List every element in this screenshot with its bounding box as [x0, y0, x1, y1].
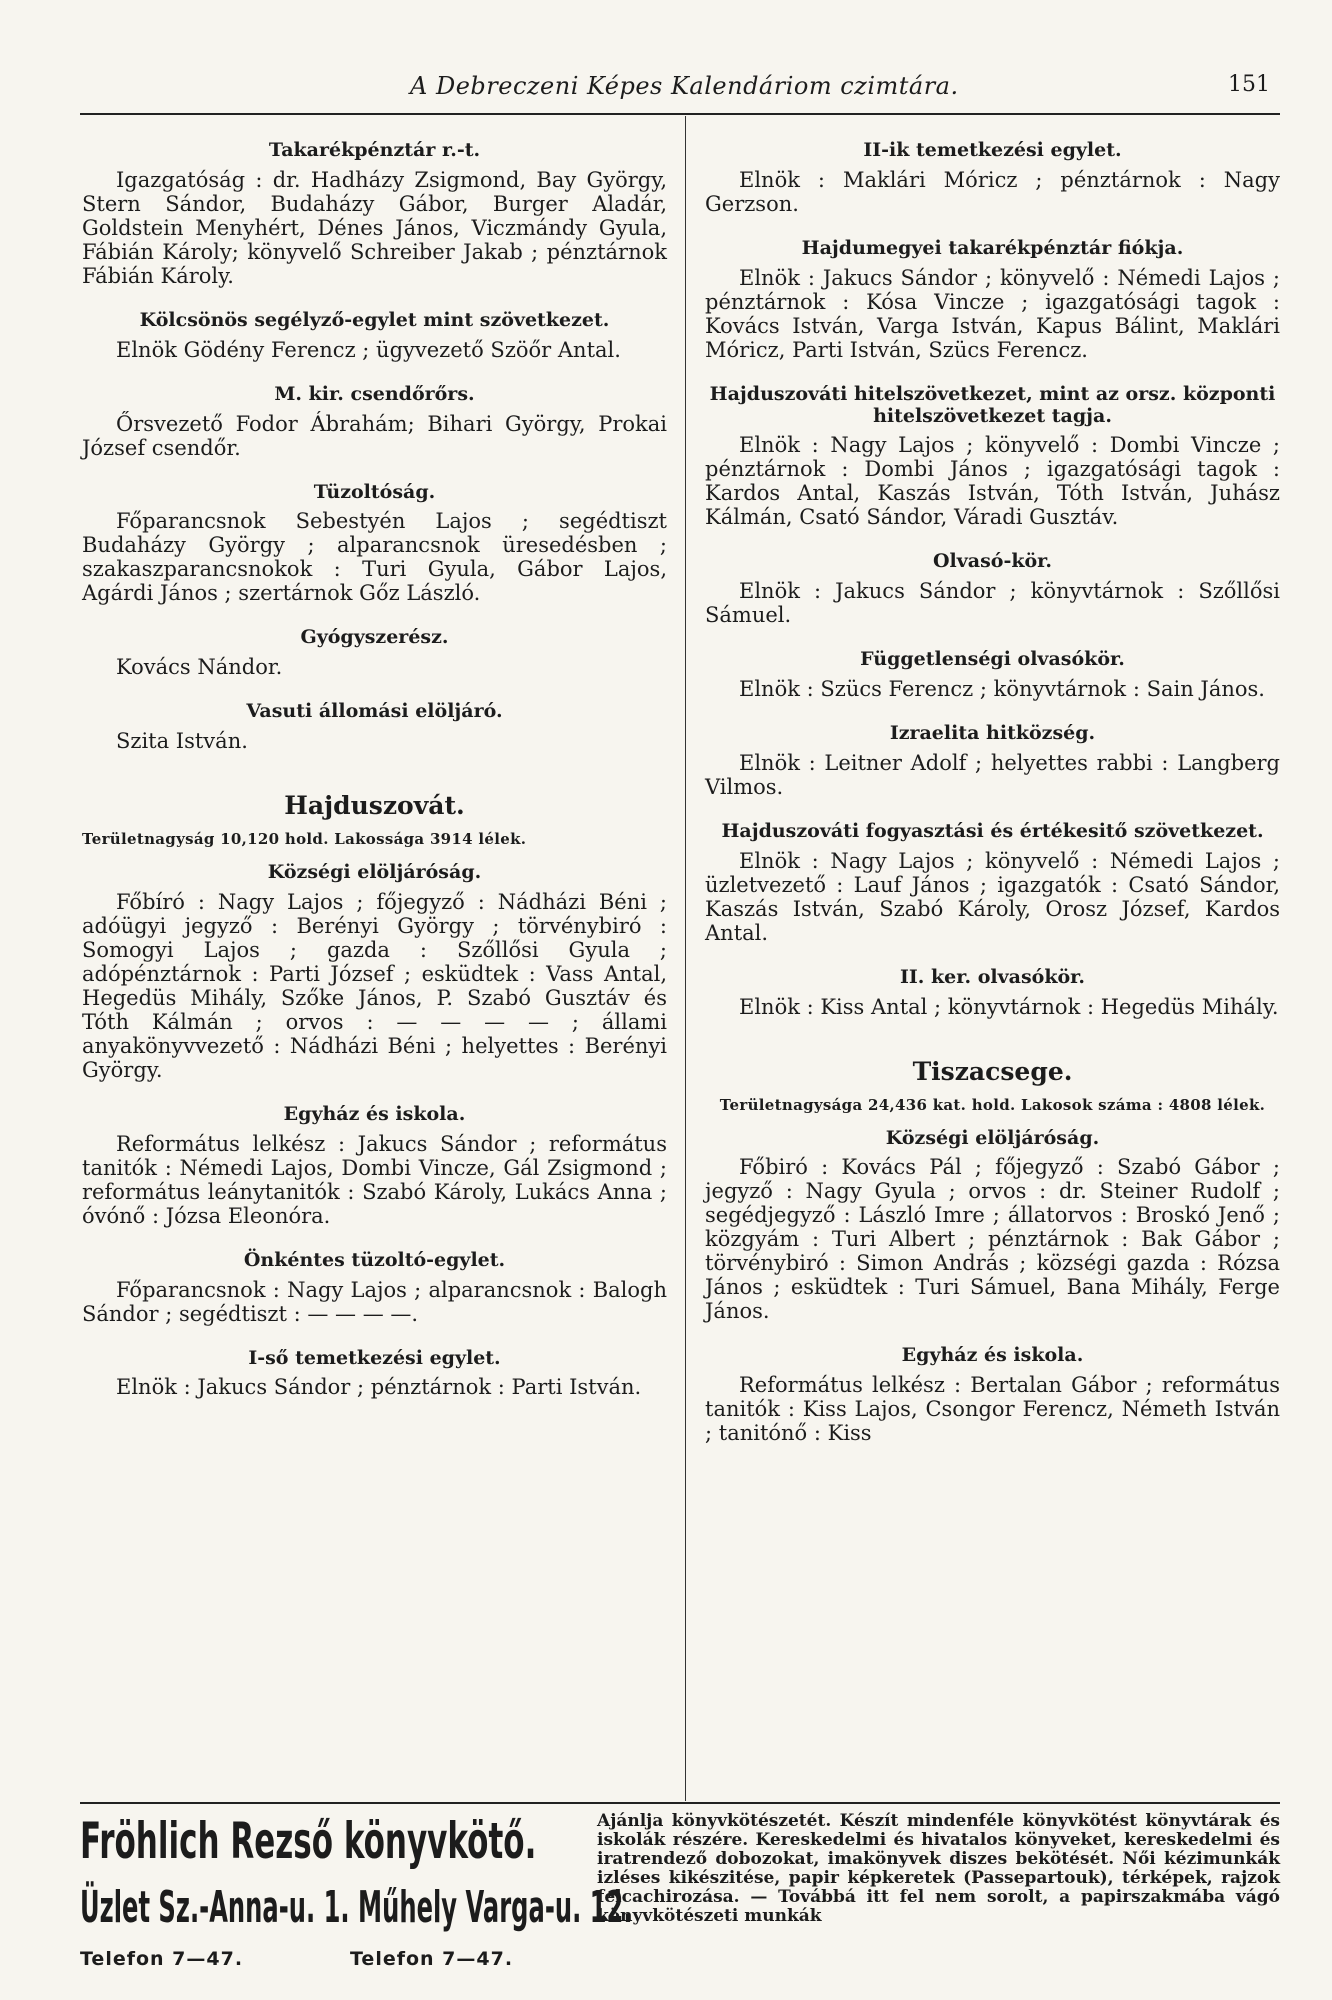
section-text: Főparancsnok Sebestyén Lajos ; segédtiszt Budaházy György ; alparancsnok üresedésben ; szakaszparancsnokok : Turi Gyula, Gábor Lajos, Agárdi János ; szertárnok Gőz László. [82, 509, 667, 606]
section-title: II. ker. olvasókör. [899, 965, 1086, 988]
ad-address: Üzlet Sz.-Anna-u. 1. Műhely Varga-u. 12. [80, 1882, 633, 1933]
footer-rule [80, 1802, 1280, 1804]
section-text: Elnök Gödény Ferencz ; ügyvezető Szöőr Antal. [116, 337, 621, 362]
section-text: Elnök : Kiss Antal ; könyvtárnok : Hegedüs Mihály. [739, 994, 1279, 1019]
section-title: Izraelita hitközség. [889, 722, 1096, 745]
section-text: Református lelkész : Jakucs Sándor ; református tanitók : Némedi Lajos, Dombi Vincze, Gál Zsigmond ; református leánytanitók : Szabó Károly, Lukács Anna ; óvónő : Józsa Eleonóra. [82, 1131, 667, 1228]
section-title: Takarékpénztár r.-t. [268, 139, 481, 161]
section-text: Főbíró : Nagy Lajos ; főjegyző : Nádházi Béni ; adóügyi jegyző : Berényi György ; törvénybiró : Somogyi Lajos ; gazda : Szőllősi Gyula ; adópénztárnok : Parti József ; esküdtek : Vass Antal, Hegedüs Mihály, Szőke János, P. Szabó Gusztáv és Tóth Kálmán ; orvos : — — — — ; állami anyakönyvvezető : Nádházi Béni ; helyettes : Berényi György. [82, 889, 667, 1082]
section-title: Egyház és iskola. [283, 1102, 466, 1125]
ad-phone: Telefon 7—47. [80, 1948, 244, 1970]
ad-business-name: Fröhlich Rezső könyvkötő. [80, 1812, 537, 1870]
town-info: Területnagyság 10,120 hold. Lakossága 3914 lélek. [82, 830, 527, 849]
section-text: Főparancsnok : Nagy Lajos ; alparancsnok : Balogh Sándor ; segédtiszt : — — — —. [82, 1277, 667, 1326]
left-column [82, 140, 667, 1399]
page-number: 151 [1228, 72, 1270, 97]
section-title: Községi elöljáróság. [885, 1126, 1100, 1149]
section-title: Hajdumegyei takarékpénztár fiókja. [801, 236, 1184, 259]
column-divider [685, 116, 686, 1801]
section-text: Igazgatóság : dr. Hadházy Zsigmond, Bay György, Stern Sándor, Budaházy Gábor, Burger Aladár, Goldstein Menyhért, Dénes János, Viczmándy Gyula, Fábián Károly; könyvelő Schreiber Jakab ; pénztárnok Fábián Károly. [82, 167, 667, 288]
section-text: Kovács Nándor. [116, 655, 283, 680]
section-text: Elnök : Jakucs Sándor ; pénztárnok : Parti István. [116, 1375, 642, 1400]
section-text: Református lelkész : Bertalan Gábor ; református tanitók : Kiss Lajos, Csongor Ferencz, Németh István ; tanitónő : Kiss [705, 1373, 1280, 1446]
section-title: Gyógyszerész. [300, 626, 449, 649]
section-title: M. kir. csendőrőrs. [274, 382, 475, 405]
right-column [705, 140, 1280, 1445]
page-header [90, 72, 1280, 112]
section-text: Főbiró : Kovács Pál ; főjegyző : Szabó Gábor ; jegyző : Nagy Gyula ; orvos : dr. Steiner Rudolf ; segédjegyző : László Imre ; állatorvos : Broskó Jenő ; közgyám : Turi Albert ; pénztárnok : Bak Gábor ; törvénybiró : Simon András ; községi gazda : Rózsa János ; esküdtek : Turi Sámuel, Bana Mihály, Ferge János. [705, 1155, 1280, 1324]
header-rule [80, 113, 1280, 115]
section-text: Elnök : Leitner Adolf ; helyettes rabbi : Langberg Vilmos. [705, 750, 1280, 799]
section-title: Függetlenségi olvasókör. [860, 648, 1125, 671]
town-title: Tiszacsege. [912, 1056, 1073, 1086]
section-title: Egyház és iskola. [901, 1344, 1084, 1367]
section-title: Kölcsönös segélyző-egylet mint szövetkezet. [139, 308, 610, 331]
section-text: Elnök : Jakucs Sándor ; könyvelő : Némedi Lajos ; pénztárnok : Kósa Vincze ; igazgatósági tagok : Kovács István, Varga István, Kapus Bálint, Maklári Móricz, Parti István, Szücs Ferencz. [705, 265, 1280, 362]
section-text: Szita István. [116, 729, 248, 754]
advertisement [80, 1812, 1280, 1992]
section-title: Hajduszováti fogyasztási és értékesitő szövetkezet. [721, 819, 1264, 842]
town-info: Területnagysága 24,436 kat. hold. Lakosok száma : 4808 lélek. [719, 1095, 1266, 1114]
section-title: Községi elöljáróság. [267, 861, 482, 884]
section-text: Elnök : Nagy Lajos ; könyvelő : Némedi Lajos ; üzletvezető : Lauf János ; igazgatók : Csató Sándor, Kaszás István, Szabó Károly, Orosz József, Kardos Antal. [705, 848, 1280, 945]
ad-phone: Telefon 7—47. [350, 1948, 514, 1970]
section-title: Vasuti állomási elöljáró. [246, 700, 503, 723]
section-title: I-ső temetkezési egylet. [248, 1346, 501, 1369]
section-title: Olvasó-kör. [932, 550, 1053, 573]
ad-description: Ajánlja könyvkötészetét. Készít mindenféle könyvkötést könyvtárak és iskolák részére. Kereskedelmi és hivatalos könyveket, kereskedelmi és iratrendező dobozokat, imakönyvek diszes bekötését. Női kézimunkák izléses kikészitése, papir képkeretek (Passepartouk), térképek, rajzok felcachirozása. — Továbbá itt fel nem sorolt, a papirszakmába vágó könyvkötészeti munkák [597, 1811, 1280, 1926]
section-title: Önkéntes tüzoltó-egylet. [243, 1248, 506, 1271]
section-title: Hajduszováti hitelszövetkezet, mint az orsz. központi hitelszövetkezet tagja. [709, 382, 1276, 427]
section-text: Elnök : Jakucs Sándor ; könyvtárnok : Szőllősi Sámuel. [705, 579, 1280, 628]
section-text: Elnök : Nagy Lajos ; könyvelő : Dombi Vincze ; pénztárnok : Dombi János ; igazgatósági tagok : Kardos Antal, Kaszás István, Tóth István, Juhász Kálmán, Csató Sándor, Váradi Gusztáv. [705, 433, 1280, 530]
town-title: Hajduszovát. [284, 791, 465, 821]
section-text: Őrsvezető Fodor Ábrahám; Bihari György, Prokai József csendőr. [82, 411, 667, 460]
section-text: Elnök : Szücs Ferencz ; könyvtárnok : Sain János. [739, 677, 1265, 702]
section-title: II-ik temetkezési egylet. [863, 139, 1122, 161]
section-title: Tüzoltóság. [313, 480, 436, 503]
section-text: Elnök : Maklári Móricz ; pénztárnok : Nagy Gerzson. [705, 167, 1280, 216]
running-title: A Debreczeni Képes Kalendáriom czimtára. [410, 72, 959, 100]
